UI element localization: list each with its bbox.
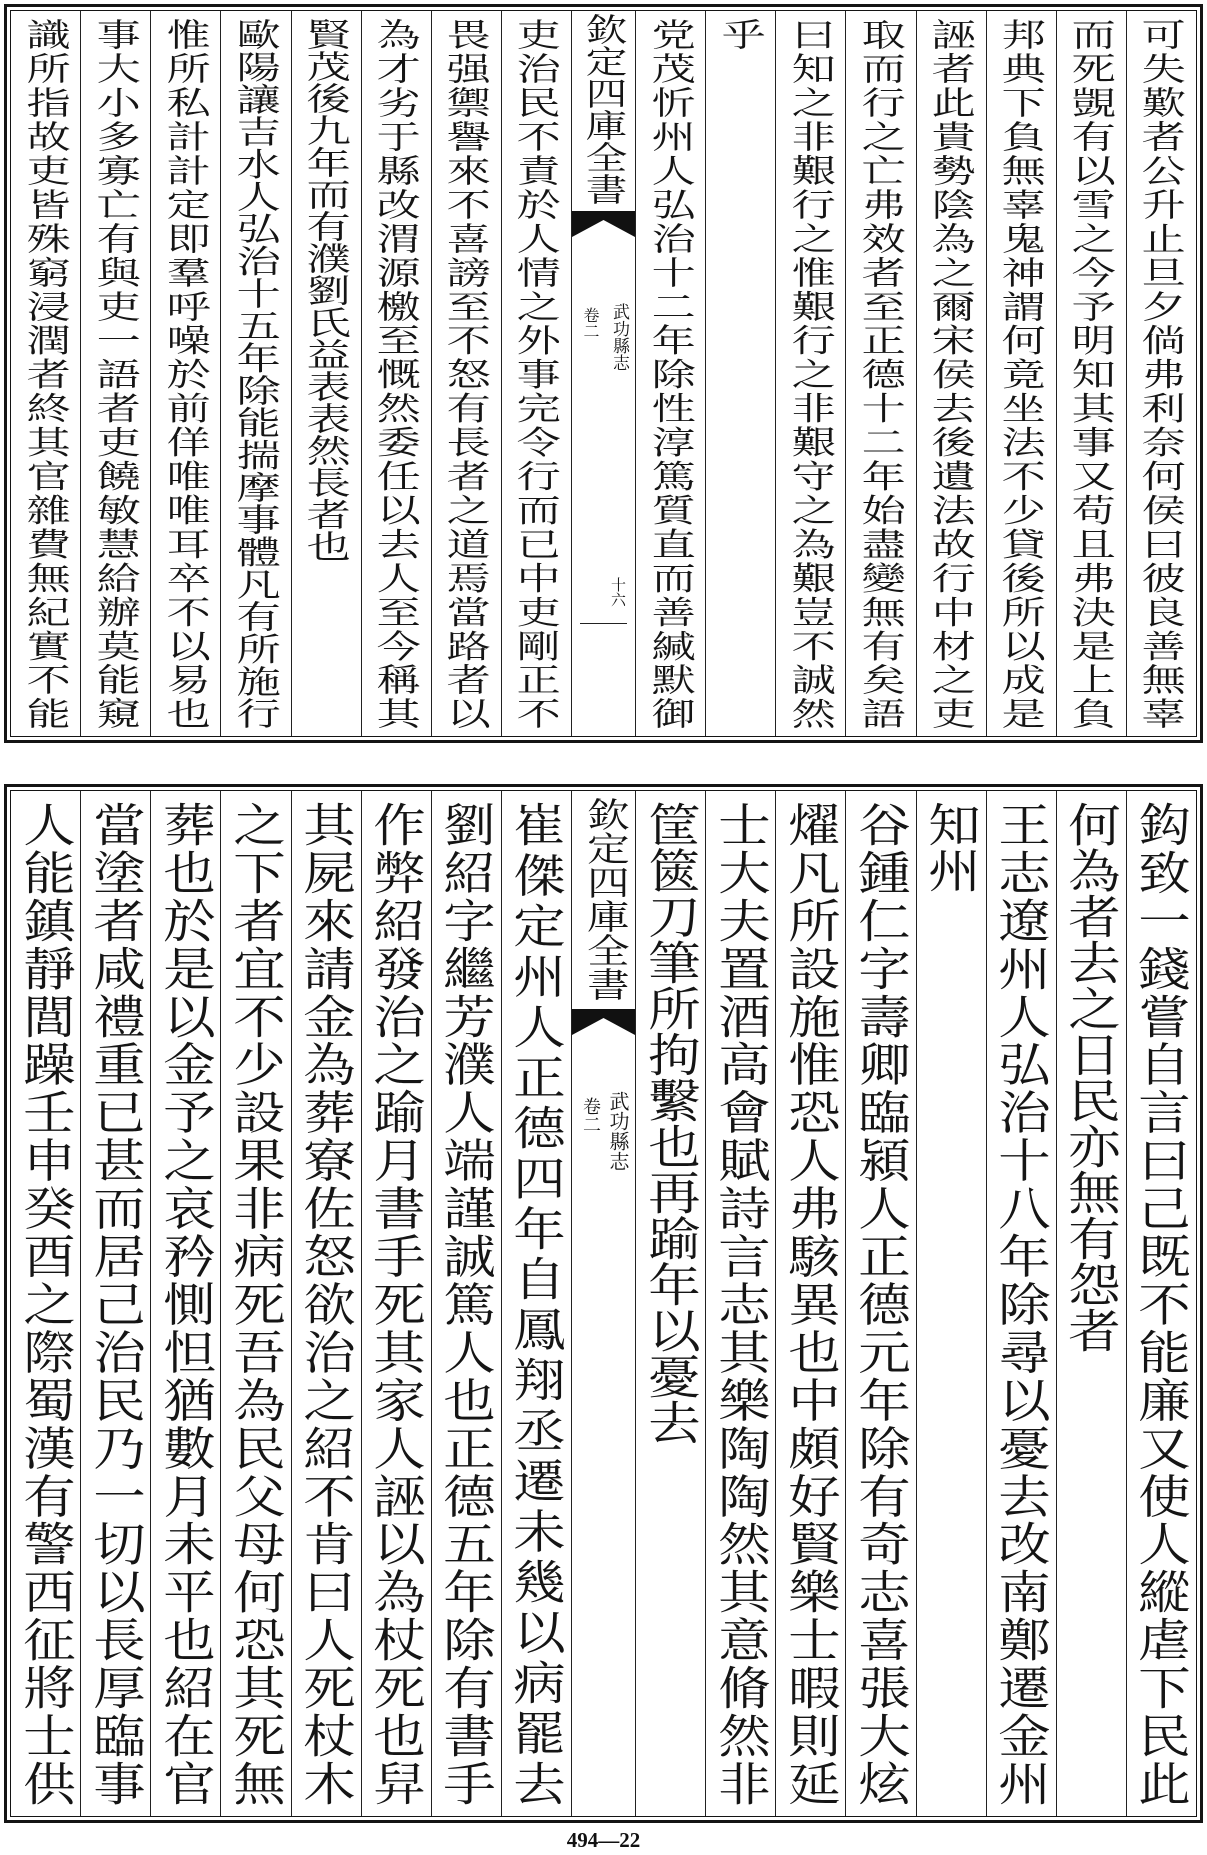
text-column: [80, 791, 150, 1816]
text-column: [150, 11, 220, 736]
lower-leaf: [4, 784, 1203, 1823]
column-text: 人能鎮靜閭躁壬申癸酉之際蜀漢有警西征將士供: [14, 801, 77, 1806]
column-text: 其屍來請金為葬寮佐怒欲治之紹不肯曰人死杖木: [295, 801, 357, 1806]
text-column: [1126, 11, 1196, 736]
text-column: [431, 11, 501, 736]
column-text: 崔傑定州人正德四年自鳳翔丞遷未幾以病罷去: [505, 801, 568, 1806]
column-text: 當塗者咸禮重已甚而居己治民乃一切以長厚臨事: [84, 801, 147, 1806]
text-column: [431, 791, 501, 1816]
fishtail-mark-icon: [572, 1009, 635, 1035]
center-fold-column: [571, 11, 635, 736]
column-text: 事大小多寡亡有與吏一語者吏饒敏慧給辦莫能窺: [89, 18, 142, 729]
column-text: 谷鍾仁字壽卿臨潁人正德元年除有奇志喜張大炫: [850, 801, 912, 1806]
column-text: 作弊紹發治之踰月書手死其家人誣以為杖死也舁: [365, 801, 427, 1806]
column-text: 筐篋刀筆所拘繫也再踰年以憂去: [639, 801, 702, 1445]
fishtail-mark-icon: [572, 211, 635, 237]
book-title: 武功縣志: [606, 1091, 630, 1171]
column-text: 劉紹字繼芳濮人端謹誠篤人也正德五年除有書手: [435, 801, 498, 1806]
column-text: 歐陽讓吉水人弘治十五年除能揣摩事體凡有所施行: [229, 18, 283, 729]
text-column: [220, 791, 290, 1816]
text-column: [361, 791, 431, 1816]
column-text: 惟所私計計定即羣呼噪於前佯唯唯耳卒不以易也: [159, 18, 213, 729]
folio-number: 十六: [609, 577, 627, 607]
text-column: [291, 791, 361, 1816]
text-column: [845, 791, 915, 1816]
column-text: 士大夫置酒高會賦詩言志其樂陶陶然其意脩然非: [709, 801, 772, 1806]
series-title: 欽定四庫全書: [578, 13, 629, 205]
text-column: [1056, 11, 1126, 736]
text-column: [220, 11, 290, 736]
text-column: [1126, 791, 1196, 1816]
column-text: 王志遼州人弘治十八年除尋以憂去改南鄭遷金州: [990, 801, 1052, 1806]
text-column: [361, 11, 431, 736]
upper-leaf-frame: [10, 10, 1197, 737]
text-column: [80, 11, 150, 736]
text-column: [705, 791, 775, 1816]
text-column: [1056, 791, 1126, 1816]
text-column: [635, 11, 705, 736]
text-column: [916, 11, 986, 736]
column-text: 知州: [920, 801, 982, 893]
column-text: 邦典下負無辜鬼神謂何竟坐法不少貸後所以成是: [994, 18, 1048, 729]
text-column: [501, 791, 571, 1816]
text-column: [986, 11, 1056, 736]
column-text: 燿凡所設施惟恐人弗駭異也中頗好賢樂士暇則延: [780, 801, 842, 1806]
text-column: [11, 11, 80, 736]
text-column: [916, 791, 986, 1816]
upper-leaf: [4, 4, 1203, 743]
text-column: [705, 11, 775, 736]
column-text: 吏治民不責於人情之外事完令行而已中吏剛正不: [510, 18, 563, 729]
text-column: [775, 11, 845, 736]
center-fold-column: [571, 791, 635, 1816]
series-title: 欽定四庫全書: [578, 797, 629, 1001]
folio-rule: [580, 623, 627, 624]
text-column: [635, 791, 705, 1816]
text-column: [775, 791, 845, 1816]
column-text: 而死覬有以雪之今予明知其事又苟且弗決是上負: [1065, 18, 1118, 729]
text-column: [845, 11, 915, 736]
volume-label: 卷二: [581, 307, 600, 339]
column-text: 誣者此貴勢陰為之爾宋侯去後遺法故行中材之吏: [924, 18, 978, 729]
volume-label: 卷二: [580, 1097, 601, 1133]
column-text: 取而行之亡弗效者至正德十二年始盡變無有矣語: [854, 18, 908, 729]
text-column: [11, 791, 80, 1816]
column-text: 何為者去之日民亦無有怨者: [1060, 801, 1123, 1353]
column-text: 可失歎者公升止旦夕倘弗利奈何侯曰彼良善無辜: [1135, 18, 1188, 729]
page-number-footer: 494—22: [566, 1828, 641, 1852]
column-text: 曰知之非艱行之惟艱行之非艱守之為艱豈不誠然: [784, 18, 838, 729]
text-column: [291, 11, 361, 736]
column-text: 乎: [714, 18, 767, 50]
lower-leaf-frame: [10, 790, 1197, 1817]
text-column: [501, 11, 571, 736]
column-text: 之下者宜不少設果非病死吾為民父母何恐其死無: [225, 801, 287, 1806]
book-title: 武功縣志: [609, 303, 629, 371]
text-column: [150, 791, 220, 1816]
column-text: 鈎致一錢嘗自言曰己既不能廉又使人縱虐下民此: [1130, 801, 1193, 1806]
column-text: 賢茂後九年而有濮劉氏益表表然長者也: [299, 18, 353, 562]
column-text: 識所指故吏皆殊窮浸潤者終其官雜費無紀實不能: [19, 18, 72, 729]
column-text: 為才劣于縣改渭源檄至慨然委任以去人至今稱其: [369, 18, 423, 729]
column-text: 畏强禦譽來不喜謗至不怒有長者之道焉當路者以: [440, 18, 493, 729]
column-text: 葬也於是以金予之哀矜惻怛猶數月未平也紹在官: [155, 801, 217, 1806]
text-column: [986, 791, 1056, 1816]
column-text: 党茂忻州人弘治十二年除性淳篤質直而善緘默御: [644, 18, 697, 729]
